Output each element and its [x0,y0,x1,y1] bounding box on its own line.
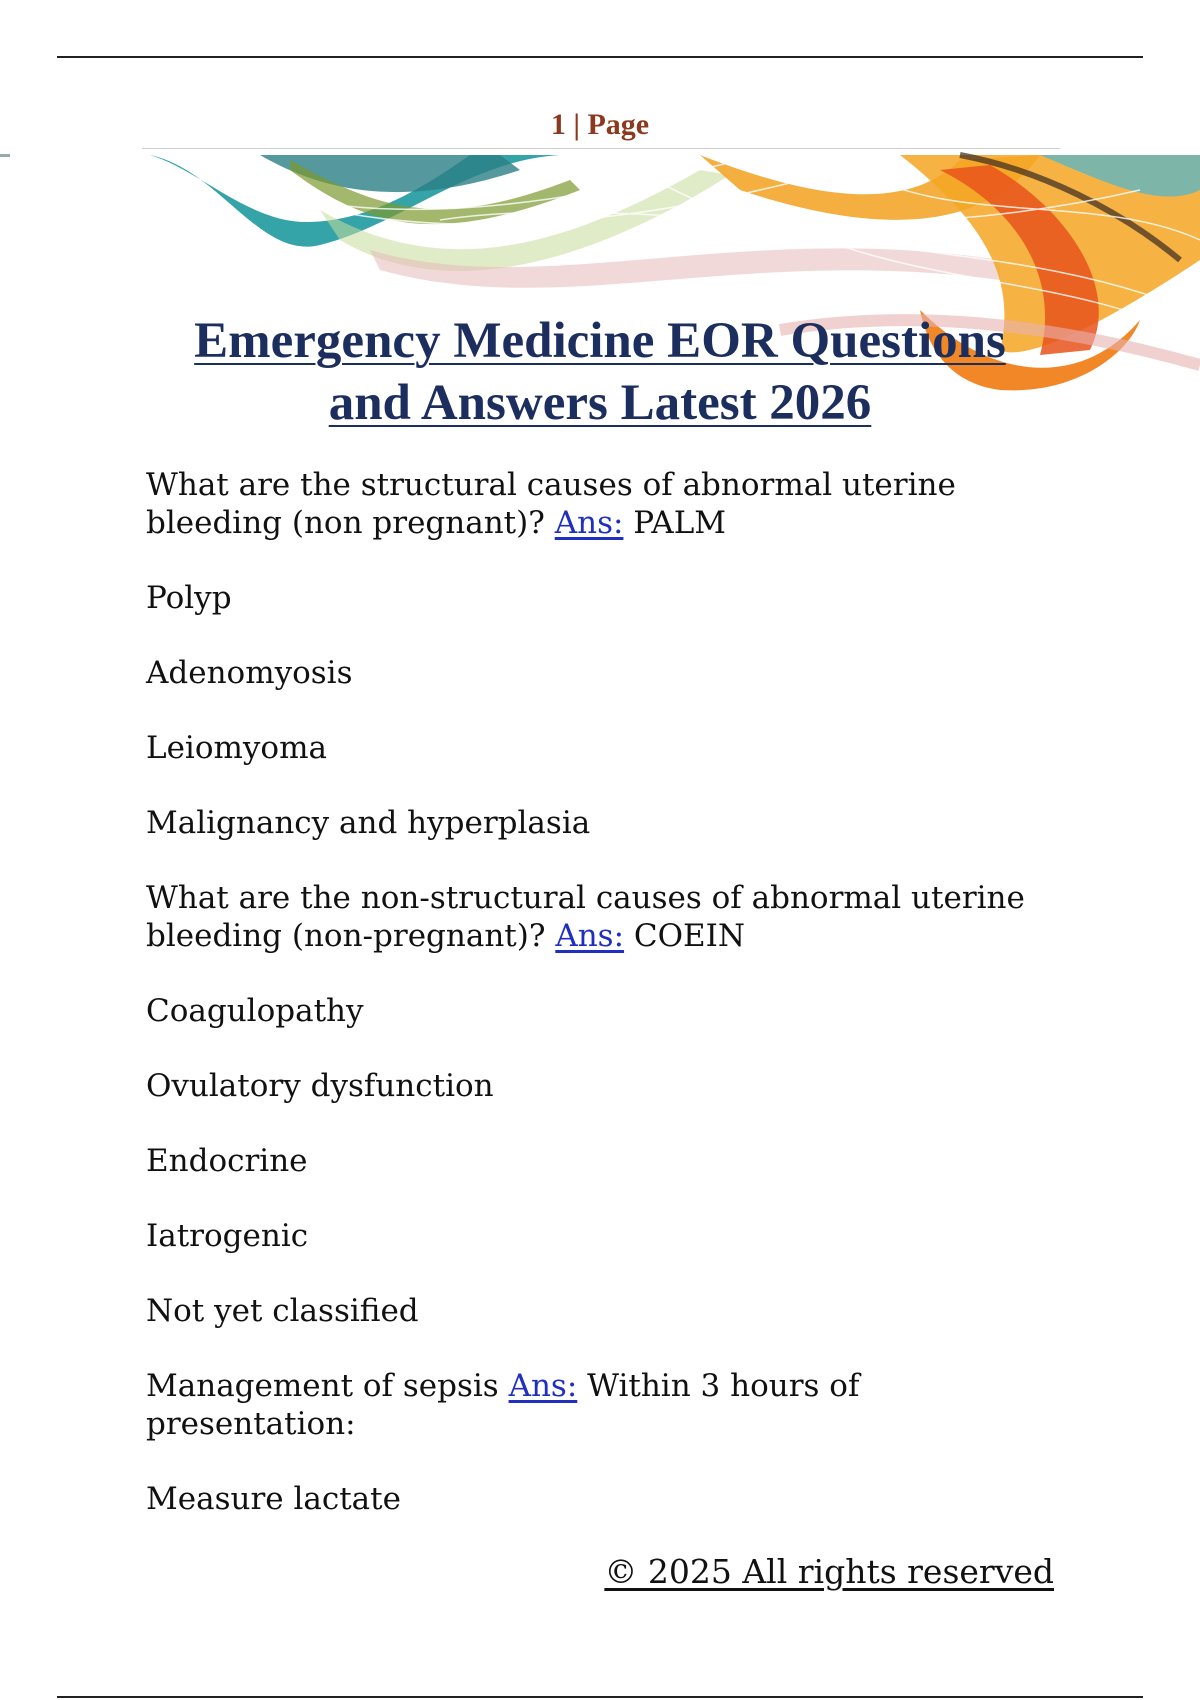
title-line-2: and Answers Latest 2026 [328,375,872,431]
document-body [146,466,1066,1555]
question-1 [146,466,1066,542]
answer-link[interactable]: Ans: [554,505,624,541]
question-text: What are the structural causes of abnormal uterine bleeding (non pregnant)? [146,467,956,541]
question-2 [146,879,1066,955]
list-item: Endocrine [146,1143,308,1179]
header-divider [142,148,1060,149]
list-item: Not yet classified [146,1293,419,1329]
answer-link[interactable]: Ans: [555,918,625,954]
answer-text: PALM [623,505,727,541]
list-item: Malignancy and hyperplasia [146,805,591,841]
list-item: Ovulatory dysfunction [146,1068,494,1104]
list-item: Iatrogenic [146,1218,309,1254]
list-item: Leiomyoma [146,730,327,766]
document-title [0,310,1200,434]
list-item: Coagulopathy [146,993,364,1029]
answer-text: Within 3 hours of presentation: [146,1368,860,1442]
question-text: Management of sepsis [146,1368,509,1404]
question-text: What are the non-structural causes of abnormal uterine bleeding (non-pregnant)? [146,880,1025,954]
title-line-1: Emergency Medicine EOR Questions [194,313,1006,369]
page-number-label: 1 | Page [550,108,650,141]
list-item: Polyp [146,580,232,616]
question-3 [146,1367,1066,1443]
list-item: Adenomyosis [146,655,353,691]
answer-text: COEIN [624,918,746,954]
answer-link[interactable]: Ans: [508,1368,578,1404]
bottom-rule [57,1696,1143,1698]
copyright-footer: © 2025 All rights reserved [604,1552,1054,1591]
margin-mark [0,154,10,157]
list-item: Measure lactate [146,1481,401,1517]
top-rule [57,56,1143,58]
